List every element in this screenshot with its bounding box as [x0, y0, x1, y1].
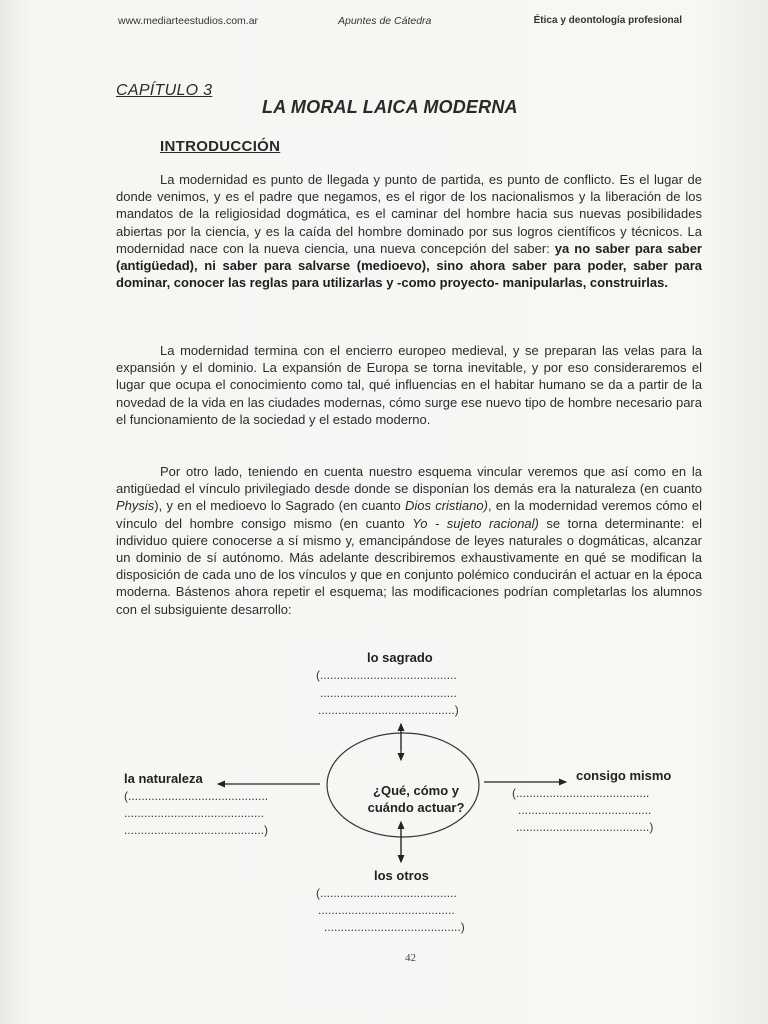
paragraph-3-text-a: Por otro lado, teniendo en cuenta nuestro esquema vincular veremos que así como en la antigüedad el vínculo privilegiado desde donde se disponían los demás era la naturaleza (en cuanto — [116, 464, 702, 497]
top-blank-3[interactable]: .........................................) — [318, 703, 459, 717]
bottom-blank-3[interactable]: .........................................) — [324, 920, 465, 934]
center-question-line-2: cuándo actuar? — [367, 800, 465, 815]
section-heading: INTRODUCCIÓN — [160, 138, 281, 155]
page-number: 42 — [405, 952, 416, 964]
left-blank-2[interactable]: .......................................... — [124, 806, 265, 820]
label-la-naturaleza: la naturaleza — [124, 771, 203, 786]
center-question-line-1: ¿Qué, cómo y — [373, 783, 459, 798]
paragraph-1-bold: ya no saber para saber (antigüedad), ni saber para salvarse (medioevo), sino ahora saber para poder, saber para dominar, conocer las reglas para utilizarlas y -como proyecto- manipularlas, construirlas. — [116, 240, 702, 291]
bottom-blank-1[interactable]: (......................................... — [316, 886, 457, 900]
label-consigo-mismo: consigo mismo — [576, 768, 672, 783]
left-blank-1[interactable]: (.......................................... — [124, 789, 269, 803]
right-blank-1[interactable]: (........................................ — [512, 786, 650, 800]
right-blank-3[interactable]: ........................................) — [516, 820, 654, 834]
left-blank-3[interactable]: ..........................................) — [124, 823, 269, 837]
top-blank-1[interactable]: (......................................... — [316, 668, 457, 682]
paragraph-1-text: La modernidad es punto de llegada y punto de partida, es punto de conflicto. Es el lugar de donde venimos, y es el padre que negamos, es el rigor de los nacionalismos y la liberación de los mandatos de la religiosidad dogmática, es el caminar del hombre hacia sus nuevas posibilidades abiertas por la ciencia, y es la caída del hombre dominado por sus logros científicos y técnicos. La modernidad nace con la nueva ciencia, una nueva concepción del saber: — [116, 172, 702, 256]
header-website[interactable]: www.mediarteestudios.com.ar — [118, 15, 259, 27]
right-blank-2[interactable]: ........................................ — [518, 803, 652, 817]
chapter-label: CAPÍTULO 3 — [116, 82, 213, 99]
paragraph-2-text: La modernidad termina con el encierro europeo medieval, y se preparan las velas para la expansión y el dominio. La expansión de Europa se torna inevitable, y por eso consideraremos el lugar que ocupa el conocimiento como tal, qué influencias en el habitar humano se da a partir de la novedad de la vida en las ciudades modernas, cómo surge ese nuevo tipo de hombre necesario para el funcionamiento de la sociedad y el estado moderno. — [116, 343, 702, 427]
paragraph-3-text-c: , en la modernidad veremos cómo el vínculo del hombre consigo mismo (en cuanto — [116, 498, 702, 531]
center-question — [352, 782, 480, 816]
paragraph-3-dios: Dios cristiano) — [404, 498, 488, 514]
label-lo-sagrado: lo sagrado — [367, 650, 433, 665]
label-los-otros: los otros — [374, 868, 429, 883]
header-subject: Ética y deontología profesional — [533, 15, 682, 26]
paragraph-3-text-d: se torna determinante: el individuo quiere conocerse a sí mismo y, emancipándose de leyes naturales o dogmáticas, alcanzar un dominio de sí autónomo. Más adelante describiremos exhaustivamente en qué se modifican la disposición de cada uno de los vínculos y que en conjunto polémico conducirán el actuar en la época moderna. Bástenos ahora repetir el esquema; las modificaciones podrían completarlas los alumnos con el subsiguiente desarrollo: — [116, 515, 702, 617]
paragraph-3-yo: Yo - sujeto racional) — [412, 515, 539, 531]
paragraph-3-physis: Physis — [116, 498, 155, 514]
header-apuntes: Apuntes de Cátedra — [338, 15, 432, 27]
top-blank-2[interactable]: ......................................... — [320, 686, 457, 700]
bottom-blank-2[interactable]: ......................................... — [318, 903, 455, 917]
paragraph-3-text-b: ), y en el medioevo lo Sagrado (en cuanto — [154, 498, 405, 514]
chapter-title: LA MORAL LAICA MODERNA — [262, 97, 518, 117]
